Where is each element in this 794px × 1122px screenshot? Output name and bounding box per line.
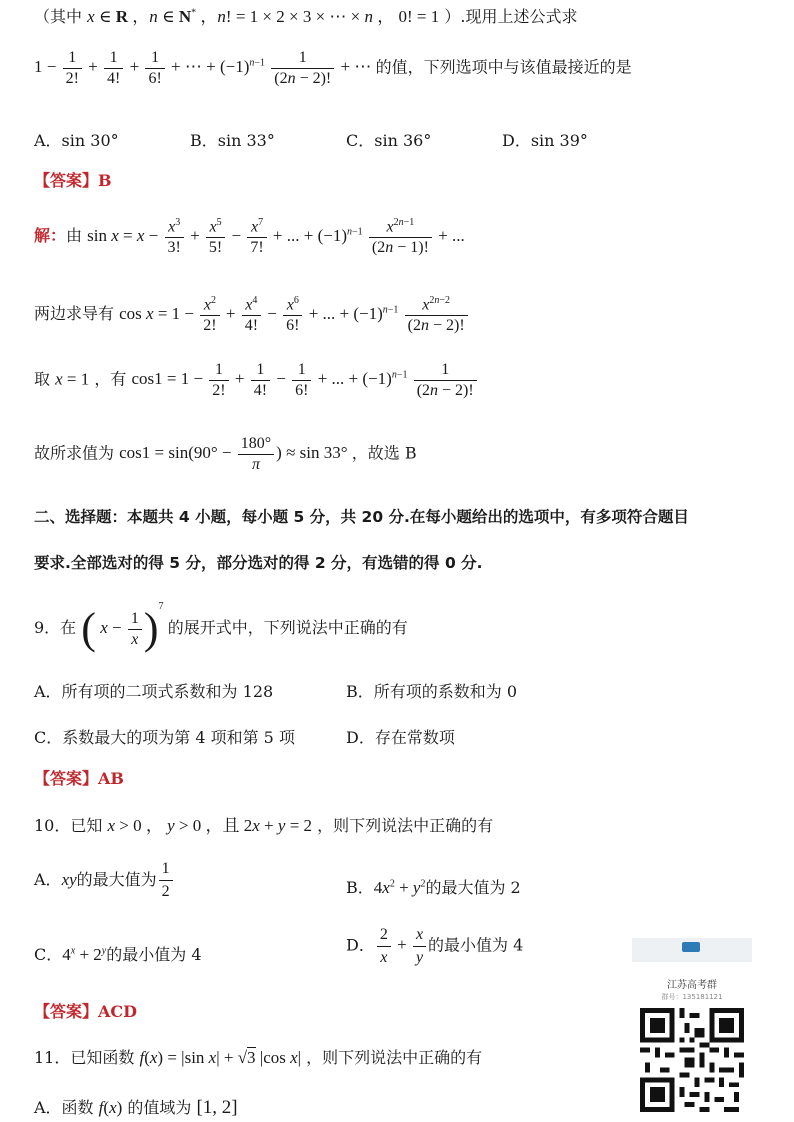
- math: $\frac{2}{x}$ + $\frac{x}{y}$: [375, 935, 428, 954]
- math: $\frac{1}{2}$: [159, 860, 173, 901]
- q10-option-a: [34, 860, 175, 901]
- text: 的最大值为: [76, 870, 157, 889]
- answer-label: 【答案】: [34, 1002, 99, 1021]
- math: cos x = 1 − $\frac{x^2}{2!}$ + $\frac{x^4}{4!}$ − $\frac{x^6}{6!}$ + ... + $(-1)^{n-1}$ $\frac{x^{2n-2}}{(2n - 2)!}$: [119, 304, 470, 323]
- q10-answer: [34, 1004, 137, 1020]
- q9-answer: [34, 771, 124, 787]
- math: ( x − $\frac{1}{x}$ )$^7$: [81, 601, 164, 654]
- text: 的最小值为 4: [106, 945, 202, 964]
- text: 的展开式中，下列说法中正确的有: [167, 618, 408, 637]
- math: x = 1: [55, 369, 90, 389]
- text: ，则下列说法中正确的有: [306, 1048, 483, 1067]
- math: x ∈ R ，n ∈ N* ，n! = 1 × 2 × 3 × ⋯ × n ， 0! = 1: [87, 7, 440, 26]
- text: 9．在: [34, 618, 77, 637]
- text: ，故选 B: [351, 443, 417, 463]
- q9-option-c: C．系数最大的项为第 4 项和第 5 项: [34, 728, 295, 747]
- q11-stem: [34, 1049, 482, 1066]
- text: A．: [34, 870, 62, 889]
- q8-series-line: [34, 50, 632, 87]
- q8-solution-4: [34, 436, 417, 473]
- math: f(x): [98, 1098, 123, 1117]
- math: [1, 2]: [196, 1097, 238, 1118]
- q8-solution-3: [34, 362, 479, 399]
- qr-caption: 江苏高考群: [667, 980, 717, 991]
- text: 两边求导有: [34, 304, 115, 324]
- text: C．: [34, 945, 63, 964]
- math: f(x) = |sin x| + √3 |cos x|: [139, 1048, 302, 1067]
- answer-label: 【答案】: [34, 769, 99, 788]
- q9-option-b: B．所有项的系数和为 0: [346, 682, 518, 701]
- logo-icon: [632, 938, 752, 962]
- q10-stem: [34, 817, 493, 834]
- qr-subcaption: 群号：135181121: [661, 993, 723, 1001]
- text: 故所求值为: [34, 443, 115, 463]
- text: 的值，下列选项中与该值最接近的是: [375, 57, 632, 77]
- q10-option-d: [346, 926, 523, 967]
- math: cos1 = sin(90° − $\frac{180^\circ}{\pi}$ ) ≈ sin 33°: [119, 435, 352, 473]
- text: 的最大值为 2: [425, 878, 521, 897]
- text: ，则下列说法中正确的有: [317, 816, 494, 835]
- q9-option-d: D．存在常数项: [346, 728, 455, 747]
- q8-option-d: D．sin 39°: [502, 131, 588, 150]
- answer-label: 【答案】: [34, 171, 99, 190]
- math: xy: [61, 870, 77, 889]
- math: $4x^2 + y^2$: [373, 878, 426, 897]
- q10-option-c: [34, 942, 202, 965]
- math: x > 0 ， y > 0 ，且 2x + y = 2: [107, 816, 313, 835]
- q9-option-a: A．所有项的二项式系数和为 128: [34, 682, 274, 701]
- math: $4^x + 2^y$: [62, 945, 107, 964]
- q8-option-c: C．sin 36°: [346, 131, 432, 150]
- q9-stem: [34, 601, 408, 654]
- q11-option-a: [34, 1098, 238, 1117]
- math: cos1 = 1 − $\frac{1}{2!}$ + $\frac{1}{4!}$ − $\frac{1}{6!}$ + ... + $(-1)^{n-1}$ $\frac{1}{(2n - 2)!}$: [131, 369, 478, 388]
- qr-promo: [630, 936, 754, 1122]
- q8-option-b: B．sin 33°: [190, 131, 275, 150]
- text: 的最小值为 4: [428, 935, 524, 955]
- q8-solution-2: [34, 296, 470, 334]
- math: sin x = x − $\frac{x^3}{3!}$ + $\frac{x^5}{5!}$ − $\frac{x^7}{7!}$ + ... + $(-1)^{n-1}$ $\frac{x^{2n-1}}{(2n - 1)!}$ + ...: [87, 217, 465, 257]
- text: D．: [346, 935, 375, 955]
- q8-answer: [34, 173, 112, 189]
- qr-code-icon: [640, 1008, 744, 1112]
- answer-value: ACD: [98, 1002, 138, 1021]
- text: 11．已知函数: [34, 1048, 135, 1067]
- section2-title-line1: 二、选择题：本题共 4 小题，每小题 5 分，共 20 分.在每小题给出的选项中，有多项符合题目: [34, 508, 689, 526]
- text: ，有: [94, 369, 127, 389]
- text: 由: [66, 226, 83, 246]
- text: （其中: [34, 7, 83, 26]
- text: 取: [34, 369, 51, 389]
- q8-condition-line: [34, 8, 577, 25]
- text: ）.现用上述公式求: [444, 7, 578, 26]
- answer-value: B: [98, 171, 112, 190]
- text: B．: [346, 878, 374, 897]
- text: 10．已知: [34, 816, 103, 835]
- section2-title-line2: 要求.全部选对的得 5 分，部分选对的得 2 分，有选错的得 0 分.: [34, 554, 483, 572]
- q8-solution-1: [34, 218, 465, 256]
- q8-option-a: A．sin 30°: [34, 131, 119, 150]
- text: A．函数: [34, 1098, 94, 1117]
- q10-option-b: [346, 875, 521, 898]
- answer-value: AB: [98, 769, 124, 788]
- series-expr: 1 − $\frac{1}{2!}$ + $\frac{1}{4!}$ + $\frac{1}{6!}$ + ⋯ + $(-1)^{n-1}$ $\frac{1}{(2n - 2)!}$ + ⋯: [34, 49, 376, 87]
- solution-label: 解：: [34, 226, 67, 246]
- text: 的值域为: [127, 1098, 192, 1117]
